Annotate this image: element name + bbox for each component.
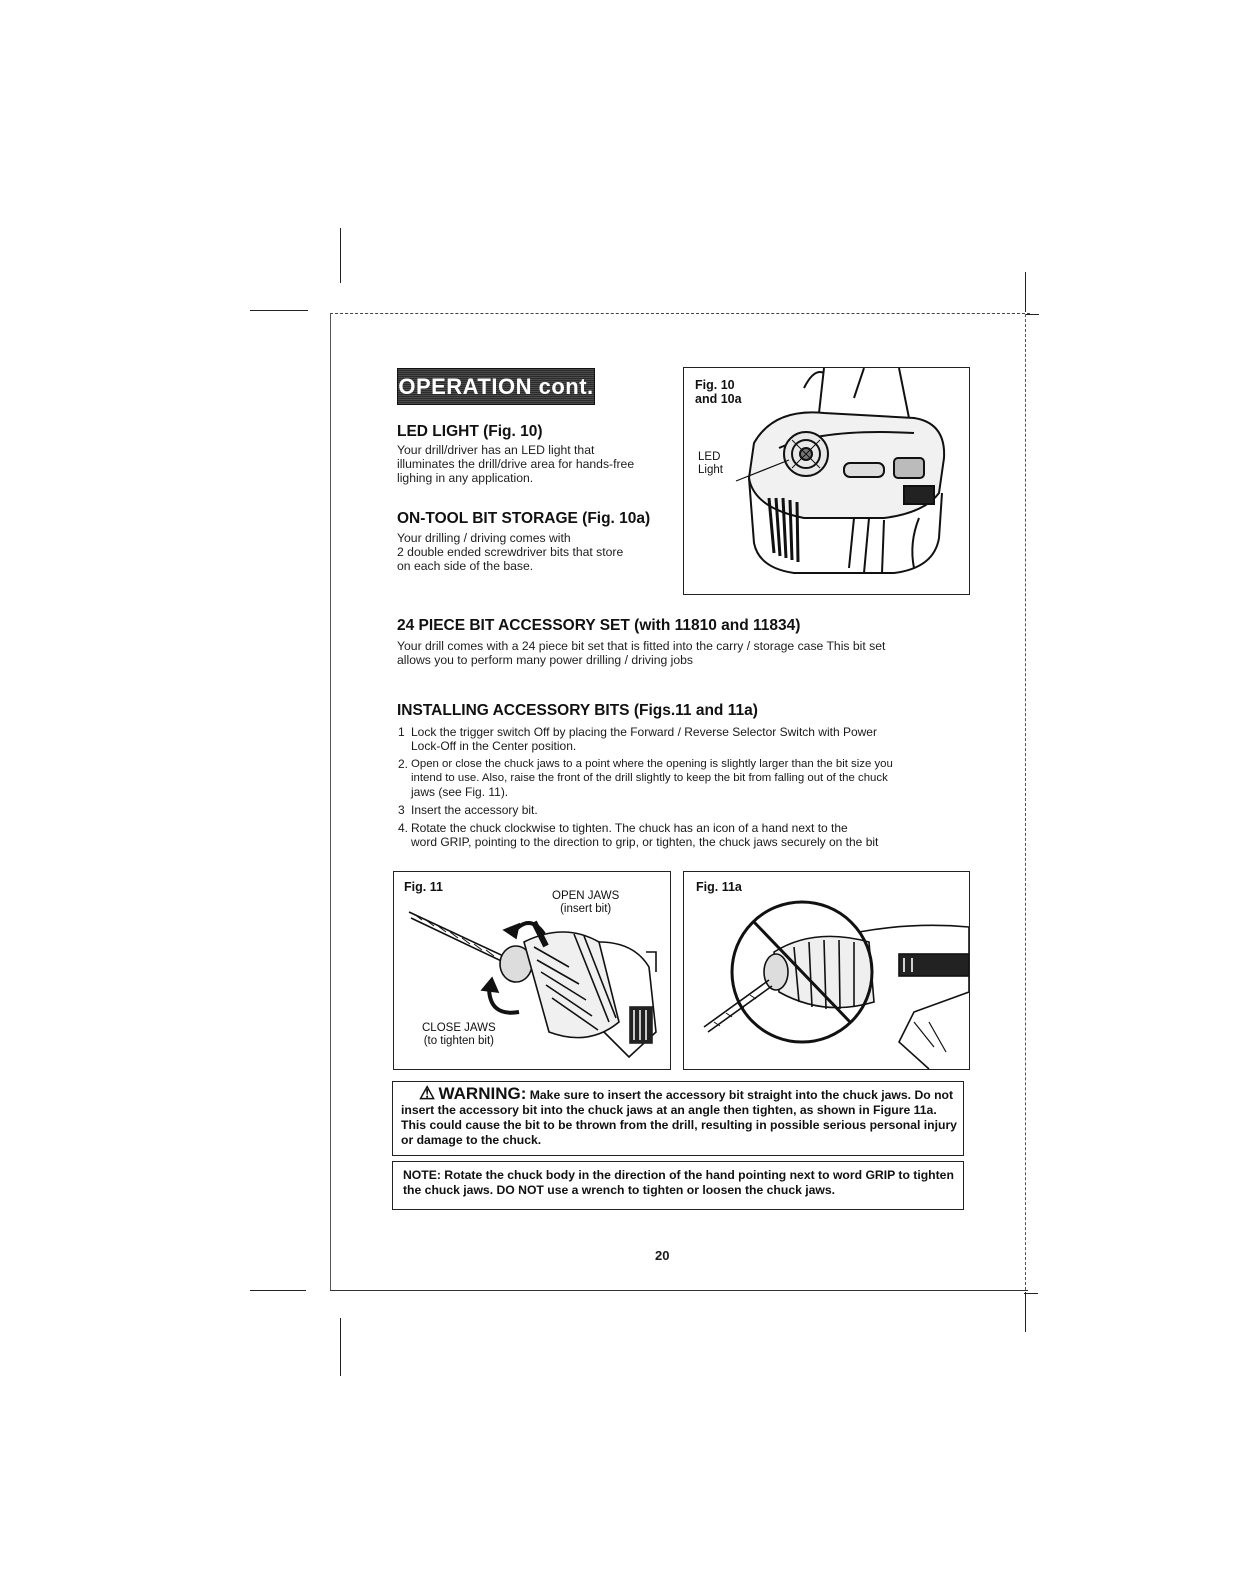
- step-item: [398, 725, 970, 753]
- frame-right: [1025, 314, 1026, 1290]
- step-line: intend to use. Also, raise the front of the drill slightly to keep the bit from falling out of the chuck: [411, 772, 888, 784]
- crop-mark-right-top: [1025, 314, 1039, 315]
- step-line: Lock the trigger switch Off by placing the Forward / Reverse Selector Switch with Power: [411, 725, 877, 739]
- close-jaws-line: CLOSE JAWS: [422, 1022, 496, 1034]
- bit-storage-line: Your drilling / driving comes with: [397, 531, 571, 545]
- step-number: 1: [398, 725, 405, 739]
- accessory-set-heading: 24 PIECE BIT ACCESSORY SET (with 11810 and 11834): [397, 617, 801, 634]
- bit-storage-body: [397, 531, 687, 573]
- note-text: NOTE: Rotate the chuck body in the direction of the hand pointing next to word GRIP to tighten the chuck jaws. DO NOT use a wrench to tighten or loosen the chuck jaws.: [403, 1168, 954, 1197]
- step-number: 4.: [398, 821, 409, 835]
- close-jaws-label: [422, 1022, 496, 1048]
- warning-text: [401, 1083, 957, 1148]
- crop-mark-top-right: [1025, 272, 1026, 312]
- step-line: Lock-Off in the Center position.: [411, 739, 577, 753]
- crop-mark-left-top: [250, 310, 308, 311]
- figure-11: [393, 871, 671, 1070]
- angled-bit-prohibited-illustration: [684, 872, 969, 1069]
- open-jaws-label: [552, 890, 619, 916]
- open-jaws-line: OPEN JAWS: [552, 890, 620, 902]
- frame-left: [330, 313, 331, 1291]
- led-light-line: Your drill/driver has an LED light that: [397, 443, 595, 457]
- frame-bottom: [330, 1290, 1028, 1291]
- figure-10: [683, 367, 970, 595]
- open-jaws-line: (insert bit): [560, 903, 612, 915]
- warning-body: Make sure to insert the accessory bit straight into the chuck jaws. Do not insert the accessory bit into the chuck jaws at an angle then tighten, as shown in Figure 11a. This could cause the bit to be thrown from the drill, resulting in possible serious personal injury or damage to the chuck.: [401, 1088, 957, 1147]
- warning-triangle-icon: ⚠: [419, 1083, 436, 1103]
- crop-mark-top-left: [340, 228, 341, 283]
- led-light-line: lighing in any application.: [397, 471, 534, 485]
- crop-mark-left-bottom: [250, 1290, 306, 1291]
- bit-storage-heading: ON-TOOL BIT STORAGE (Fig. 10a): [397, 510, 651, 527]
- close-jaws-line: (to tighten bit): [423, 1035, 495, 1047]
- section-banner: OPERATION cont.: [397, 368, 595, 405]
- step-line: Open or close the chuck jaws to a point where the opening is slightly larger than the bit size you: [411, 758, 893, 770]
- step-item: [398, 803, 970, 817]
- step-item: [398, 757, 970, 799]
- led-light-line: illuminates the drill/drive area for hands-free: [397, 457, 635, 471]
- fig11-label: Fig. 11: [404, 880, 443, 894]
- frame-top: [330, 313, 1030, 314]
- led-callout-line: LED: [698, 451, 721, 463]
- step-line: jaws (see Fig. 11).: [411, 785, 509, 799]
- accessory-set-line: allows you to perform many power drilling / driving jobs: [397, 653, 694, 667]
- fig10-label-line: Fig. 10: [695, 378, 735, 392]
- page-number: 20: [655, 1248, 670, 1263]
- crop-mark-bottom-left: [340, 1318, 341, 1376]
- bit-storage-line: on each side of the base.: [397, 559, 534, 573]
- accessory-set-line: Your drill comes with a 24 piece bit set that is fitted into the carry / storage case This bit set: [397, 639, 886, 653]
- crop-mark-right-bottom: [1024, 1293, 1038, 1294]
- crop-mark-bottom-right: [1025, 1292, 1026, 1332]
- led-callout-line: Light: [698, 464, 723, 476]
- fig10-label-line: and 10a: [695, 392, 742, 406]
- fig11a-label: Fig. 11a: [696, 880, 742, 894]
- step-line: Insert the accessory bit.: [411, 803, 538, 817]
- fig10-label: [695, 378, 742, 406]
- led-light-body: [397, 443, 687, 485]
- accessory-set-body: [397, 639, 977, 667]
- note-box: [392, 1161, 964, 1210]
- step-item: [398, 821, 970, 849]
- installing-steps: [398, 725, 970, 853]
- installing-heading: INSTALLING ACCESSORY BITS (Figs.11 and 11a): [397, 702, 758, 719]
- step-number: 3: [398, 803, 405, 817]
- step-number: 2.: [398, 757, 409, 771]
- led-light-heading: LED LIGHT (Fig. 10): [397, 423, 543, 440]
- step-line: Rotate the chuck clockwise to tighten. The chuck has an icon of a hand next to the: [411, 821, 848, 835]
- warning-box: [392, 1081, 964, 1156]
- step-line: word GRIP, pointing to the direction to grip, or tighten, the chuck jaws securely on the bit: [411, 835, 879, 849]
- led-light-callout: [698, 451, 723, 477]
- figure-11a: [683, 871, 970, 1070]
- bit-storage-line: 2 double ended screwdriver bits that store: [397, 545, 624, 559]
- warning-title: WARNING:: [438, 1084, 527, 1103]
